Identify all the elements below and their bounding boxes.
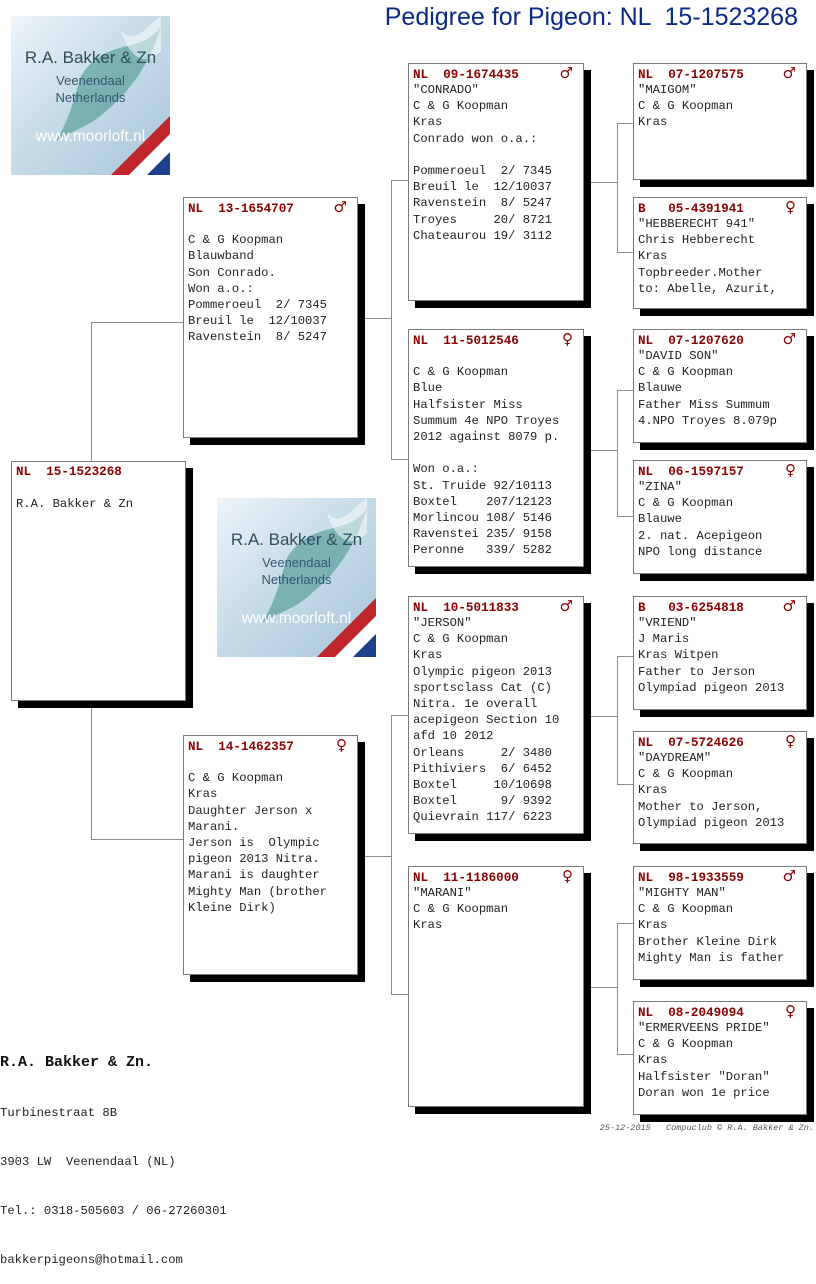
- pigeon-header: [413, 332, 579, 348]
- pigeon-header: [16, 464, 181, 480]
- pigeon-detail-line: Won a.o.:: [188, 281, 254, 296]
- pigeon-card-dam-dam[interactable]: [408, 866, 584, 1107]
- connector-line: [91, 322, 183, 323]
- pigeon-card-dds[interactable]: [633, 866, 807, 980]
- ring-number: NL 07-5724626: [638, 736, 744, 750]
- connector-line: [617, 923, 633, 924]
- pigeon-header: [413, 869, 579, 885]
- pigeon-card-sdd[interactable]: [633, 460, 807, 574]
- pigeon-card-dsd[interactable]: [633, 731, 807, 844]
- connector-line: [391, 715, 392, 995]
- footer-credit: 25-12-2015 Compuclub © R.A. Bakker & Zn.: [599, 1123, 814, 1133]
- breeder-phone: Tel.: 0318-505603 / 06-27260301: [0, 1203, 227, 1218]
- pigeon-detail-line: Marani is daughter: [188, 868, 320, 883]
- logo-city: Veenendaal: [262, 555, 331, 570]
- pigeon-detail-line: C & G Koopman: [638, 1037, 734, 1052]
- pigeon-details: [188, 754, 353, 916]
- female-icon: ♀: [562, 330, 573, 348]
- pigeon-detail-line: Conrado won o.a.:: [413, 131, 538, 146]
- male-icon: ♂: [782, 867, 796, 885]
- pigeon-header: [188, 738, 353, 754]
- pigeon-detail-line: [16, 480, 181, 496]
- pigeon-detail-line: Pithiviers 6/ 6452: [413, 761, 552, 776]
- pigeon-card-sss[interactable]: [633, 63, 807, 180]
- pigeon-detail-line: 2. nat. Acepigeon: [638, 528, 763, 543]
- logo-website: www.moorloft.nl: [35, 128, 146, 145]
- logo-country: Netherlands: [261, 572, 332, 587]
- pigeon-header: [638, 599, 802, 615]
- pigeon-details: [638, 1020, 802, 1101]
- pigeon-detail-line: Kras: [638, 249, 668, 264]
- logo-city: Veenendaal: [56, 73, 125, 88]
- connector-line: [584, 182, 617, 183]
- pigeon-detail-line: [188, 754, 353, 770]
- pigeon-detail-line: to: Abelle, Azurit,: [638, 281, 777, 296]
- pigeon-card-ddd[interactable]: [633, 1001, 807, 1115]
- pigeon-detail-line: Blue: [413, 381, 443, 396]
- ring-number: NL 11-5012546: [413, 334, 519, 348]
- pigeon-detail-line: "MAIGOM": [638, 83, 697, 97]
- pigeon-detail-line: "CONRADO": [413, 83, 479, 97]
- pigeon-details: [638, 216, 802, 297]
- connector-line: [617, 123, 633, 124]
- pigeon-detail-line: "VRIEND": [638, 616, 697, 630]
- pigeon-detail-line: C & G Koopman: [638, 767, 734, 782]
- pigeon-detail-line: "HEBBERECHT 941": [638, 217, 756, 231]
- breeder-name: R.A. Bakker & Zn.: [0, 1053, 154, 1071]
- logo-country: Netherlands: [55, 90, 126, 105]
- pigeon-header: [638, 463, 802, 479]
- pigeon-detail-line: Orleans 2/ 3480: [413, 745, 552, 760]
- connector-line: [91, 706, 92, 840]
- pigeon-detail-line: C & G Koopman: [188, 771, 284, 786]
- pigeon-detail-line: Chateaurou 19/ 3112: [413, 228, 552, 243]
- female-icon: ♀: [562, 867, 573, 885]
- male-icon: ♂: [559, 597, 573, 615]
- ring-number: NL 08-2049094: [638, 1006, 744, 1020]
- pigeon-detail-line: Won o.a.:: [413, 462, 479, 477]
- connector-line: [617, 123, 618, 253]
- ring-number: NL 13-1654707: [188, 202, 294, 216]
- pigeon-detail-line: NPO long distance: [638, 544, 763, 559]
- pigeon-detail-line: Ravenstein 8/ 5247: [188, 330, 327, 345]
- pigeon-detail-line: Father Miss Summum: [638, 397, 770, 412]
- pigeon-header: [413, 599, 579, 615]
- pigeon-detail-line: Kras: [188, 787, 218, 802]
- pigeon-detail-line: "DAYDREAM": [638, 751, 712, 765]
- pigeon-detail-line: Jerson is Olympic: [188, 836, 320, 850]
- brand-logo-top: [11, 16, 170, 175]
- pigeon-details: [413, 615, 579, 826]
- pigeon-detail-line: Kras: [413, 115, 443, 130]
- pigeon-card-dss[interactable]: [633, 596, 807, 710]
- ring-number: NL 07-1207620: [638, 334, 744, 348]
- ring-number: NL 06-1597157: [638, 465, 744, 479]
- pigeon-detail-line: Chris Hebberecht: [638, 233, 756, 248]
- connector-line: [617, 656, 618, 785]
- pigeon-detail-line: sportsclass Cat (C): [413, 680, 552, 695]
- breeder-email[interactable]: bakkerpigeons@hotmail.com: [0, 1252, 183, 1267]
- pigeon-detail-line: acepigeon Section 10: [413, 713, 560, 728]
- pigeon-detail-line: Son Conrado.: [188, 265, 276, 280]
- pigeon-header: [188, 200, 353, 216]
- female-icon: ♀: [785, 198, 796, 216]
- pigeon-card-ssd[interactable]: [633, 197, 807, 309]
- pigeon-details: [638, 82, 802, 131]
- pigeon-detail-line: Marani.: [188, 819, 240, 834]
- pigeon-detail-line: C & G Koopman: [413, 632, 509, 647]
- ring-number: NL 09-1674435: [413, 68, 519, 82]
- pigeon-header: [638, 734, 802, 750]
- pigeon-detail-line: Morlincou 108/ 5146: [413, 511, 552, 525]
- pigeon-detail-line: pigeon 2013 Nitra.: [188, 852, 320, 867]
- pigeon-detail-line: C & G Koopman: [638, 902, 734, 917]
- pigeon-detail-line: Pommeroeul 2/ 7345: [188, 298, 327, 312]
- pigeon-detail-line: 2012 against 8079 p.: [413, 430, 560, 444]
- pigeon-detail-line: [413, 348, 579, 364]
- male-icon: ♂: [782, 330, 796, 348]
- connector-line: [391, 180, 392, 460]
- pigeon-detail-line: afd 10 2012: [413, 729, 494, 744]
- pigeon-header: [413, 66, 579, 82]
- connector-line: [617, 656, 633, 657]
- pigeon-detail-line: [413, 147, 579, 163]
- pigeon-details: [188, 216, 353, 346]
- pigeon-detail-line: Halfsister Miss: [413, 397, 523, 412]
- logo-website: www.moorloft.nl: [241, 610, 352, 627]
- connector-line: [358, 856, 391, 857]
- logo-company-name: R.A. Bakker & Zn: [24, 48, 157, 67]
- pigeon-detail-line: "MARANI": [413, 886, 472, 900]
- pigeon-details: [413, 885, 579, 934]
- pigeon-detail-line: Boxtel 9/ 9392: [413, 794, 552, 809]
- pigeon-detail-line: "ERMERVEENS PRIDE": [638, 1021, 770, 1035]
- logo-company-name: R.A. Bakker & Zn: [230, 530, 363, 549]
- pigeon-detail-line: Daughter Jerson x: [188, 803, 313, 818]
- pigeon-detail-line: Breuil le 12/10037: [413, 180, 552, 195]
- pigeon-detail-line: Pommeroeul 2/ 7345: [413, 164, 552, 178]
- pigeon-detail-line: C & G Koopman: [638, 99, 734, 114]
- pigeon-detail-line: "JERSON": [413, 616, 472, 630]
- connector-line: [584, 987, 617, 988]
- page-title: Pedigree for Pigeon: NL 15-1523268: [384, 3, 798, 31]
- connector-line: [617, 923, 618, 1055]
- connector-line: [617, 784, 633, 785]
- pigeon-detail-line: Kras: [638, 783, 668, 798]
- pigeon-detail-line: Quievrain 117/ 6223: [413, 810, 552, 825]
- pigeon-card-subject[interactable]: [11, 461, 186, 701]
- connector-line: [391, 180, 408, 181]
- pigeon-detail-line: Brother Kleine Dirk: [638, 934, 777, 949]
- pigeon-detail-line: Olympic pigeon 2013: [413, 664, 552, 679]
- ring-number: NL 07-1207575: [638, 68, 744, 82]
- pigeon-detail-line: Boxtel 10/10698: [413, 778, 552, 793]
- pigeon-detail-line: Boxtel 207/12123: [413, 494, 552, 509]
- ring-number: B 03-6254818: [638, 601, 744, 615]
- connector-line: [584, 716, 617, 717]
- pigeon-detail-line: J Maris: [638, 632, 690, 647]
- connector-line: [391, 994, 408, 995]
- pigeon-card-sire-dam[interactable]: [408, 329, 584, 567]
- pigeon-detail-line: Halfsister "Doran": [638, 1069, 770, 1084]
- pigeon-detail-line: Blauwband: [188, 249, 254, 264]
- connector-line: [358, 318, 391, 319]
- pigeon-details: [413, 348, 579, 559]
- pigeon-detail-line: Doran won 1e price: [638, 1085, 770, 1100]
- pigeon-card-dam-sire[interactable]: [408, 596, 584, 834]
- brand-logo-middle: [217, 498, 376, 657]
- pigeon-detail-line: Ravenstei 235/ 9158: [413, 527, 552, 542]
- pigeon-details: [638, 348, 802, 429]
- connector-line: [617, 390, 618, 517]
- pigeon-detail-line: 4.NPO Troyes 8.079p: [638, 413, 777, 428]
- male-icon: ♂: [782, 597, 796, 615]
- pigeon-detail-line: "MIGHTY MAN": [638, 886, 726, 900]
- pigeon-detail-line: Blauwe: [638, 512, 682, 527]
- pigeon-details: [638, 479, 802, 560]
- pigeon-card-sds[interactable]: [633, 329, 807, 443]
- pigeon-detail-line: Topbreeder.Mother: [638, 265, 763, 280]
- pigeon-detail-line: Summum 4e NPO Troyes: [413, 413, 560, 428]
- pigeon-detail-line: [188, 216, 353, 232]
- pigeon-detail-line: C & G Koopman: [638, 365, 734, 380]
- pigeon-detail-line: Kras: [413, 648, 443, 663]
- pigeon-details: [638, 885, 802, 966]
- pigeon-detail-line: C & G Koopman: [413, 99, 509, 114]
- connector-line: [617, 516, 633, 517]
- pigeon-detail-line: Kras Witpen: [638, 648, 719, 663]
- connector-line: [617, 390, 633, 391]
- pigeon-header: [638, 66, 802, 82]
- pigeon-detail-line: Olympiad pigeon 2013: [638, 680, 785, 695]
- pigeon-details: [638, 750, 802, 831]
- pigeon-details: [413, 82, 579, 244]
- pigeon-detail-line: Kras: [638, 1053, 668, 1068]
- pigeon-detail-line: "ZINA": [638, 480, 682, 494]
- pigeon-detail-line: Nitra. 1e overall: [413, 697, 538, 712]
- pigeon-detail-line: Mother to Jerson,: [638, 799, 763, 814]
- pigeon-detail-line: St. Truide 92/10113: [413, 478, 552, 493]
- connector-line: [91, 322, 92, 462]
- pigeon-header: [638, 1004, 802, 1020]
- pigeon-card-dam[interactable]: [183, 735, 358, 975]
- pigeon-detail-line: C & G Koopman: [413, 365, 509, 380]
- pigeon-card-sire[interactable]: [183, 197, 358, 438]
- pigeon-detail-line: Mighty Man (brother: [188, 884, 327, 899]
- breeder-city: 3903 LW Veenendaal (NL): [0, 1155, 176, 1170]
- pigeon-detail-line: C & G Koopman: [188, 233, 284, 248]
- pigeon-detail-line: Blauwe: [638, 381, 682, 396]
- ring-number: NL 11-1186000: [413, 871, 519, 885]
- pigeon-header: [638, 200, 802, 216]
- breeder-street: Turbinestraat 8B: [0, 1106, 118, 1121]
- ring-number: NL 98-1933559: [638, 871, 744, 885]
- pigeon-detail-line: Mighty Man is father: [638, 950, 785, 965]
- pigeon-header: [638, 869, 802, 885]
- breeder-address: [0, 1020, 227, 1284]
- pigeon-details: [638, 615, 802, 696]
- pigeon-detail-line: Ravenstein 8/ 5247: [413, 196, 552, 211]
- ring-number: NL 14-1462357: [188, 740, 294, 754]
- pigeon-detail-line: C & G Koopman: [638, 496, 734, 511]
- connector-line: [617, 252, 633, 253]
- female-icon: ♀: [785, 1002, 796, 1020]
- male-icon: ♂: [333, 198, 347, 216]
- male-icon: ♂: [559, 64, 573, 82]
- pigeon-detail-line: Father to Jerson: [638, 664, 756, 679]
- pigeon-detail-line: [413, 445, 579, 461]
- pigeon-detail-line: R.A. Bakker & Zn: [16, 497, 134, 512]
- connector-line: [91, 839, 183, 840]
- pigeon-detail-line: C & G Koopman: [413, 902, 509, 917]
- pigeon-detail-line: Kras: [638, 115, 668, 130]
- pigeon-header: [638, 332, 802, 348]
- pigeon-detail-line: Breuil le 12/10037: [188, 314, 327, 329]
- female-icon: ♀: [785, 461, 796, 479]
- pigeon-detail-line: Olympiad pigeon 2013: [638, 815, 785, 830]
- connector-line: [584, 450, 617, 451]
- male-icon: ♂: [782, 64, 796, 82]
- pigeon-detail-line: Troyes 20/ 8721: [413, 212, 552, 227]
- pigeon-detail-line: "DAVID SON": [638, 349, 719, 363]
- female-icon: ♀: [336, 736, 347, 754]
- pigeon-card-sire-sire[interactable]: [408, 63, 584, 301]
- ring-number: NL 10-5011833: [413, 601, 519, 615]
- female-icon: ♀: [785, 732, 796, 750]
- pigeon-detail-line: Kleine Dirk): [188, 900, 276, 915]
- connector-line: [617, 1054, 633, 1055]
- ring-number: B 05-4391941: [638, 202, 744, 216]
- pigeon-detail-line: Peronne 339/ 5282: [413, 543, 552, 558]
- pigeon-details: [16, 480, 181, 512]
- ring-number: NL 15-1523268: [16, 465, 122, 479]
- pigeon-detail-line: Kras: [638, 918, 668, 933]
- connector-line: [391, 715, 408, 716]
- pigeon-detail-line: Kras: [413, 918, 443, 933]
- connector-line: [391, 459, 408, 460]
